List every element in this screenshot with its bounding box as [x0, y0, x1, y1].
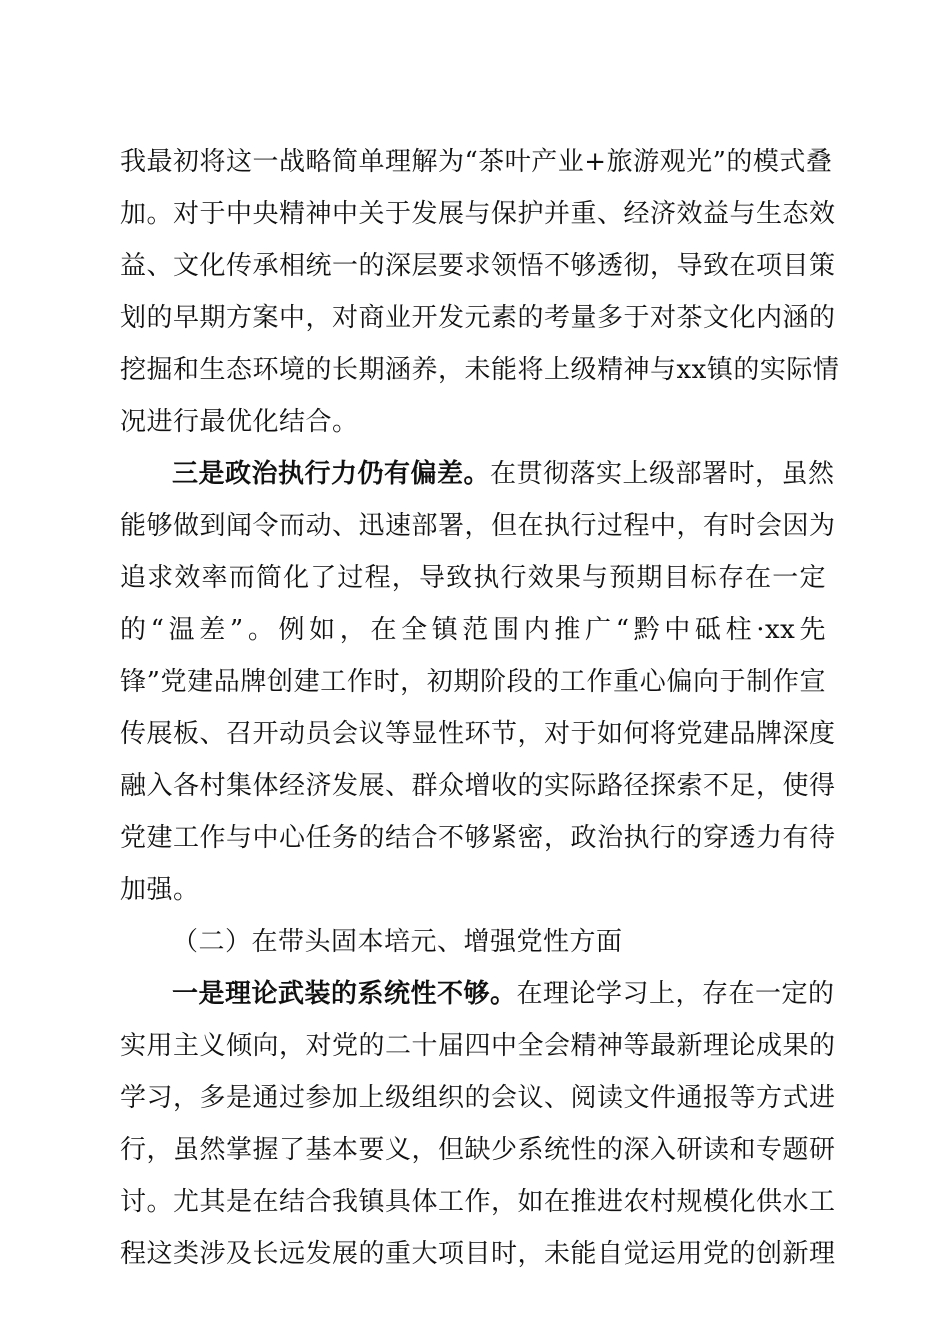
paragraph-line: 我最初将这一战略简单理解为“茶叶产业+旅游观光”的模式叠: [120, 147, 833, 177]
paragraph-line: 挖掘和生态环境的长期涵养，未能将上级精神与xx镇的实际情: [120, 355, 840, 385]
paragraph-line: 融入各村集体经济发展、群众增收的实际路径探索不足，使得: [120, 771, 836, 801]
paragraph-line: 传展板、召开动员会议等显性环节，对于如何将党建品牌深度: [120, 719, 836, 749]
paragraph-line: 实用主义倾向，对党的二十届四中全会精神等最新理论成果的: [120, 1031, 836, 1061]
point-heading: 三是政治执行力仍有偏差。: [172, 459, 491, 489]
point-text: 在贯彻落实上级部署时，虽然: [490, 459, 835, 489]
paragraph-line: 党建工作与中心任务的结合不够紧密，政治执行的穿透力有待: [120, 823, 836, 853]
paragraph-first-line: [172, 458, 835, 490]
paragraph-line: 的“温差”。例如，在全镇范围内推广“黔中砥柱·xx先: [120, 615, 826, 645]
paragraph-line: 讨。尤其是在结合我镇具体工作，如在推进农村规模化供水工: [120, 1187, 836, 1217]
paragraph-line: 学习，多是通过参加上级组织的会议、阅读文件通报等方式进: [120, 1083, 836, 1113]
paragraph-line: 程这类涉及长远发展的重大项目时，未能自觉运用党的创新理: [120, 1239, 836, 1269]
paragraph-line: 益、文化传承相统一的深层要求领悟不够透彻，导致在项目策: [120, 251, 836, 281]
point-text: 在理论学习上，存在一定的: [516, 979, 835, 1009]
section-heading: （二）在带头固本培元、增强党性方面: [172, 927, 623, 957]
paragraph-line: 锋”党建品牌创建工作时，初期阶段的工作重心偏向于制作宣: [120, 667, 826, 697]
point-heading: 一是理论武装的系统性不够。: [172, 979, 517, 1009]
paragraph-line: 况进行最优化结合。: [120, 407, 359, 437]
paragraph-first-line: [172, 978, 835, 1010]
paragraph-line: 能够做到闻令而动、迅速部署，但在执行过程中，有时会因为: [120, 511, 836, 541]
paragraph-line: 加。对于中央精神中关于发展与保护并重、经济效益与生态效: [120, 199, 836, 229]
paragraph-line: 行，虽然掌握了基本要义，但缺少系统性的深入研读和专题研: [120, 1135, 836, 1165]
paragraph-line: 划的早期方案中，对商业开发元素的考量多于对茶文化内涵的: [120, 303, 836, 333]
paragraph-line: 追求效率而简化了过程，导致执行效果与预期目标存在一定: [120, 563, 826, 593]
paragraph-line: 加强。: [120, 875, 200, 905]
